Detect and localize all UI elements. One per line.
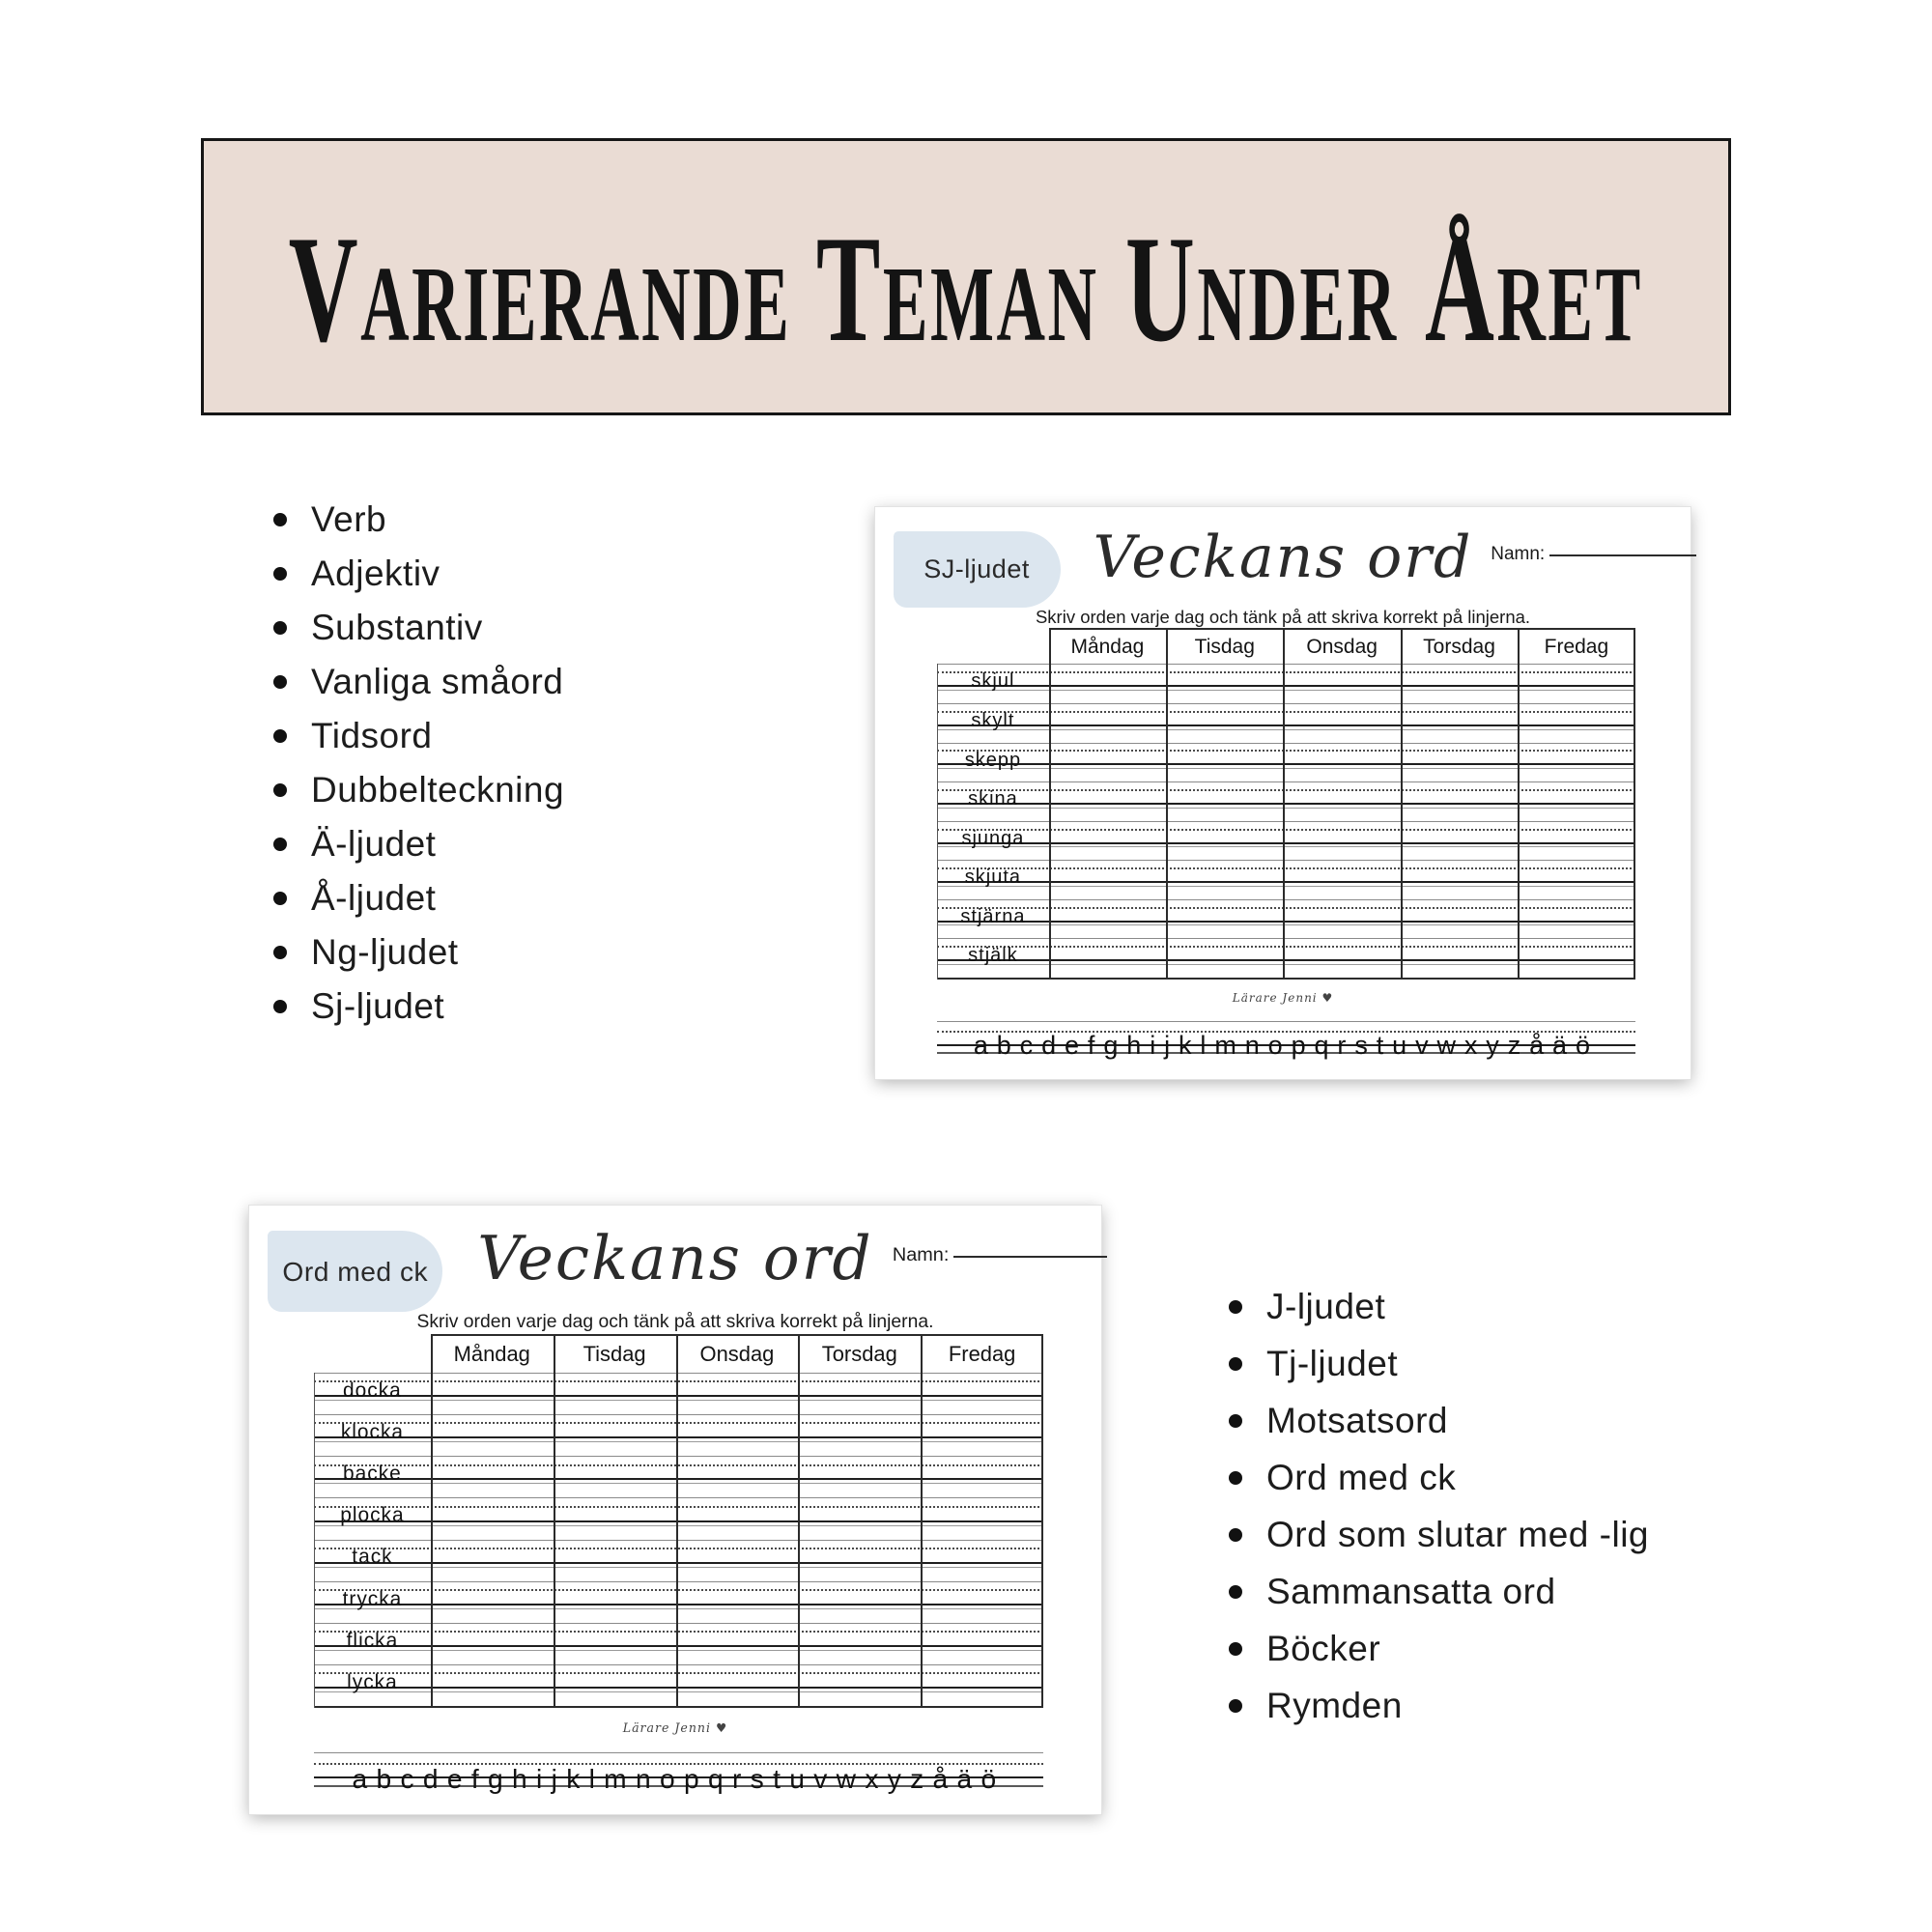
list-item <box>1229 1392 1649 1449</box>
column-divider <box>314 1373 315 1709</box>
worksheet-instruction: Skriv orden varje dag och tänk på att skriva korrekt på linjerna. <box>416 1311 934 1332</box>
writing-rows <box>937 664 1634 980</box>
worksheet-title: Veckans ord <box>1093 523 1473 591</box>
table-row <box>937 899 1634 939</box>
writing-guides <box>314 1414 1043 1442</box>
column-divider <box>921 1334 923 1708</box>
list-item <box>273 817 564 871</box>
list-item <box>273 601 564 655</box>
practice-word: docka <box>343 1378 402 1402</box>
worksheet-tab: Ord med ck <box>268 1231 442 1312</box>
table-row <box>314 1540 1043 1581</box>
list-item-label: Böcker <box>1266 1628 1381 1668</box>
list-item <box>273 493 564 547</box>
column-divider <box>1283 628 1285 980</box>
practice-word: klocka <box>340 1420 405 1443</box>
practice-word: skjuta <box>964 867 1022 889</box>
writing-guides <box>937 743 1634 770</box>
practice-word: skina <box>968 788 1018 810</box>
writing-guides <box>314 1664 1043 1692</box>
day-header-row <box>431 1334 1043 1373</box>
list-item-label: Tj-ljudet <box>1266 1343 1399 1383</box>
column-divider <box>937 664 938 980</box>
practice-word: lycka <box>347 1671 398 1694</box>
alphabet-letters: abcdefghijklmnopqrstuvwxyzåäö <box>352 1763 1006 1795</box>
list-item-label: Dubbelteckning <box>311 770 565 810</box>
worksheet-table <box>937 628 1634 980</box>
list-item-label: Adjektiv <box>311 554 440 593</box>
practice-word: tack <box>352 1546 393 1569</box>
list-item <box>1229 1620 1649 1677</box>
list-item-label: Å-ljudet <box>311 878 437 918</box>
table-row <box>937 860 1634 899</box>
alphabet-guide <box>314 1752 1043 1795</box>
list-item <box>1229 1677 1649 1734</box>
list-item <box>1229 1449 1649 1506</box>
worksheet-instruction: Skriv orden varje dag och tänk på att skriva korrekt på linjerna. <box>1035 607 1531 627</box>
watermark-logo: Lärare Jenni ♥ <box>622 1719 728 1735</box>
list-item <box>1229 1278 1649 1335</box>
table-row <box>937 821 1634 861</box>
list-item-label: Substantiv <box>311 608 483 647</box>
writing-guides <box>937 781 1634 809</box>
writing-guides <box>937 821 1634 848</box>
bullet-icon <box>273 1000 287 1013</box>
list-item-label: Sammansatta ord <box>1266 1571 1556 1611</box>
bullet-icon <box>273 892 287 905</box>
list-item-label: Ä-ljudet <box>311 824 437 864</box>
writing-guides <box>314 1373 1043 1401</box>
practice-word: plocka <box>340 1504 405 1527</box>
table-row <box>314 1373 1043 1414</box>
list-item <box>273 655 564 709</box>
bullet-icon <box>1229 1414 1242 1428</box>
writing-guides <box>937 899 1634 926</box>
day-header: Tisdag <box>1194 635 1255 658</box>
table-row <box>937 938 1634 978</box>
list-item-label: Tidsord <box>311 716 433 755</box>
column-divider <box>1049 628 1051 980</box>
table-row <box>937 703 1634 743</box>
page-title: Varierande Teman Under Året <box>288 204 1644 374</box>
column-divider <box>1041 1334 1043 1708</box>
list-item-label: Verb <box>311 499 387 539</box>
table-row <box>937 743 1634 782</box>
table-row <box>314 1456 1043 1497</box>
list-item-label: Rymden <box>1266 1685 1403 1725</box>
bullet-icon <box>1229 1699 1242 1713</box>
column-divider <box>1166 628 1168 980</box>
list-item <box>273 980 564 1034</box>
practice-word: stjälk <box>968 945 1018 967</box>
writing-rows <box>314 1373 1043 1709</box>
column-divider <box>798 1334 800 1708</box>
table-row <box>314 1664 1043 1706</box>
bullet-icon <box>1229 1471 1242 1485</box>
worksheet-tab: SJ-ljudet <box>894 531 1061 608</box>
list-item <box>273 547 564 601</box>
writing-guides <box>314 1456 1043 1484</box>
header-banner <box>201 138 1731 415</box>
writing-guides <box>937 664 1634 691</box>
name-label: Namn: <box>1491 543 1546 564</box>
day-header: Torsdag <box>821 1341 897 1366</box>
theme-list-right <box>1229 1278 1649 1734</box>
bullet-icon <box>273 838 287 851</box>
column-divider <box>676 1334 678 1708</box>
bullet-icon <box>1229 1300 1242 1314</box>
list-item <box>1229 1335 1649 1392</box>
table-row <box>314 1623 1043 1664</box>
day-header: Måndag <box>453 1341 530 1366</box>
bullet-icon <box>273 513 287 526</box>
watermark-logo: Lärare Jenni ♥ <box>1232 990 1334 1005</box>
bullet-icon <box>1229 1585 1242 1599</box>
list-item-label: Ord med ck <box>1266 1457 1457 1497</box>
practice-word: backe <box>343 1463 402 1486</box>
worksheet-preview-1 <box>875 507 1690 1079</box>
alphabet-guide <box>937 1021 1634 1060</box>
day-header: Onsdag <box>1306 635 1378 658</box>
list-item <box>273 763 564 817</box>
table-row <box>314 1497 1043 1539</box>
practice-word: stjärna <box>960 905 1026 927</box>
column-divider <box>1401 628 1403 980</box>
name-line <box>1549 554 1696 556</box>
bullet-icon <box>273 567 287 581</box>
column-divider <box>1634 628 1635 980</box>
column-divider <box>554 1334 555 1708</box>
day-header-row <box>1049 628 1635 665</box>
practice-word: skjul <box>971 670 1015 693</box>
writing-guides <box>314 1581 1043 1609</box>
writing-guides <box>314 1623 1043 1651</box>
day-header: Tisdag <box>582 1341 646 1366</box>
bullet-icon <box>273 729 287 743</box>
column-divider <box>1518 628 1520 980</box>
list-item <box>273 871 564 925</box>
list-item-label: Motsatsord <box>1266 1400 1449 1440</box>
worksheet-preview-2 <box>249 1206 1101 1814</box>
writing-guides <box>937 938 1634 965</box>
practice-word: skepp <box>964 749 1022 771</box>
list-item-label: Ng-ljudet <box>311 932 459 972</box>
bullet-icon <box>273 675 287 689</box>
day-header: Fredag <box>1544 635 1609 658</box>
list-item-label: Vanliga småord <box>311 662 564 701</box>
theme-list-left <box>273 493 564 1034</box>
list-item <box>1229 1563 1649 1620</box>
writing-guides <box>937 703 1634 730</box>
writing-guides <box>314 1497 1043 1525</box>
writing-guides <box>314 1540 1043 1568</box>
list-item <box>1229 1506 1649 1563</box>
name-field <box>1491 544 1696 565</box>
day-header: Måndag <box>1070 635 1145 658</box>
bullet-icon <box>273 621 287 635</box>
worksheet-table <box>314 1334 1043 1708</box>
writing-guides <box>937 860 1634 887</box>
list-item <box>273 925 564 980</box>
alphabet-letters: abcdefghijklmnopqrstuvwxyzåäö <box>973 1030 1599 1060</box>
table-row <box>314 1581 1043 1623</box>
name-label: Namn: <box>892 1244 950 1266</box>
practice-word: skylt <box>971 710 1015 732</box>
name-line <box>953 1256 1107 1258</box>
day-header: Torsdag <box>1423 635 1495 658</box>
column-divider <box>431 1334 433 1708</box>
day-header: Onsdag <box>699 1341 775 1366</box>
table-row <box>937 781 1634 821</box>
day-header: Fredag <box>948 1341 1016 1366</box>
bullet-icon <box>273 783 287 797</box>
list-item-label: J-ljudet <box>1266 1286 1386 1326</box>
practice-word: flicka <box>346 1629 399 1652</box>
name-field <box>893 1244 1107 1266</box>
list-item-label: Sj-ljudet <box>311 986 445 1026</box>
bullet-icon <box>1229 1528 1242 1542</box>
practice-word: trycka <box>342 1587 403 1610</box>
worksheet-title: Veckans ord <box>477 1222 873 1293</box>
list-item <box>273 709 564 763</box>
bullet-icon <box>1229 1357 1242 1371</box>
table-row <box>937 664 1634 703</box>
bullet-icon <box>273 946 287 959</box>
list-item-label: Ord som slutar med -lig <box>1266 1514 1649 1554</box>
bullet-icon <box>1229 1642 1242 1656</box>
table-row <box>314 1414 1043 1456</box>
practice-word: sjunga <box>961 827 1025 849</box>
